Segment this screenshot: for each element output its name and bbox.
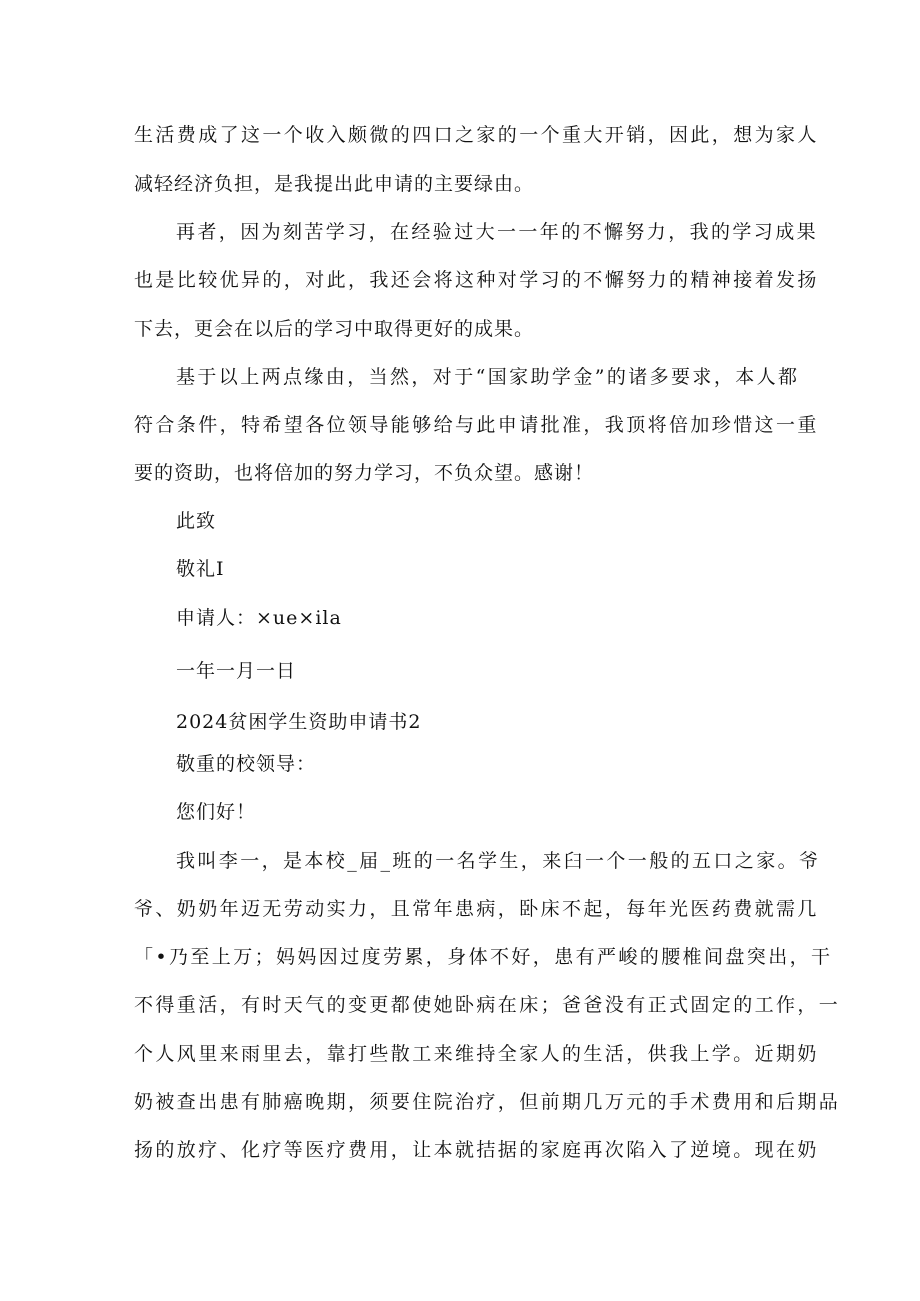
closing-greeting: 此致 bbox=[176, 510, 217, 532]
text-line: 「•乃至上万；妈妈因过度劳累，身体不好，患有严峻的腰椎间盘突出，干 bbox=[134, 946, 833, 968]
text-line: 符合条件，特希望各位领导能够给与此申请批准，我顶将倍加珍惜这一重 bbox=[134, 414, 819, 436]
date-line: 一年一月一日 bbox=[176, 660, 297, 682]
text-line: 生活费成了这一个收入颇微的四口之家的一个重大开销，因此，想为家人 bbox=[134, 124, 819, 146]
text-line: 扬的放疗、化疗等医疗费用，让本就拮据的家庭再次陷入了逆境。现在奶 bbox=[134, 1139, 819, 1161]
text-line: 减轻经济负担，是我提出此申请的主要绿由。 bbox=[134, 173, 535, 195]
greeting: 您们好！ bbox=[176, 801, 257, 823]
section-title: 2024贫困学生资助申请书2 bbox=[176, 711, 422, 733]
text-line: 个人风里来雨里去，靠打些散工来维持全家人的生活，供我上学。近期奶 bbox=[134, 1043, 819, 1065]
text-line: 再者，因为刻苦学习，在经验过大一一年的不懈努力，我的学习成果 bbox=[176, 221, 819, 243]
closing-salute: 敬礼I bbox=[176, 558, 225, 580]
text-line: 奶被查出患有肺癌晚期，须要住院治疗，但前期几万元的手术费用和后期品 bbox=[134, 1091, 841, 1113]
text-line: 我叫李一，是本校_届_班的一名学生，来臼一个一般的五口之家。爷 bbox=[176, 850, 821, 872]
applicant-line: 申请人：×ue×ila bbox=[176, 607, 342, 629]
text-line: 要的资助，也将倍加的努力学习，不负众望。感谢！ bbox=[134, 462, 595, 484]
text-line: 下去，更会在以后的学习中取得更好的成果。 bbox=[134, 318, 535, 340]
text-line: 不得重活，有时天气的变更都使她卧病在床；爸爸没有正式固定的工作，一 bbox=[134, 994, 841, 1016]
text-line: 基于以上两点缘由，当然，对于“国家助学金”的诸多要求，本人都 bbox=[176, 366, 800, 388]
text-line: 也是比较优异的，对此，我还会将这种对学习的不懈努力的精神接着发扬 bbox=[134, 269, 819, 291]
salutation: 敬重的校领导： bbox=[176, 753, 317, 775]
text-line: 爷、奶奶年迈无劳动实力，且常年患病，卧床不起，每年光医药费就需几 bbox=[134, 898, 819, 920]
